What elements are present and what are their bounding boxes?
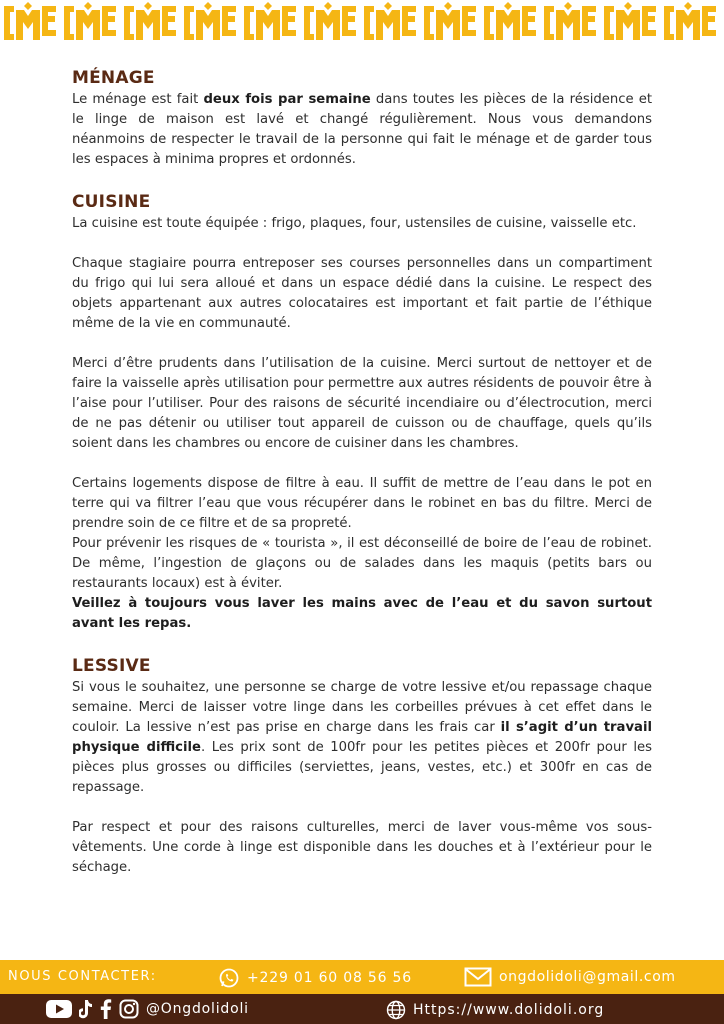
- youtube-icon[interactable]: [46, 1000, 72, 1018]
- text-emphasis: Veillez à toujours vous laver les mains avec de l’eau et du savon surtout avant les repas.: [72, 596, 652, 631]
- social-links: [46, 999, 249, 1019]
- website-url: Https://www.dolidoli.org: [413, 1002, 605, 1018]
- text-run: . Les prix sont de 100fr pour les petites pièces et 200fr pour les pièces plus grosses ou difficiles (serviettes, jeans, vestes, etc.) et 300fr en cas de repassage.: [72, 740, 652, 795]
- cuisine-paragraph-3: Merci d’être prudents dans l’utilisation de la cuisine. Merci surtout de nettoyer et de faire la vaisselle après utilisation pour permettre aux autres résidents de pouvoir être à l’aise pour l’utiliser. Pour des raisons de sécurité incendiaire ou d’électrocution, merci de ne pas détenir ou utiliser tout appareil de cuisson ou de chauffage, quels qu’ils soient dans les chambres ou encore de cuisiner dans les chambres.: [72, 356, 652, 451]
- text-emphasis: il s’agit d’un travail physique difficile: [72, 720, 652, 755]
- globe-icon: [386, 1000, 406, 1020]
- menage-paragraph: [72, 90, 652, 170]
- text-run: dans toutes les pièces de la résidence et le linge de maison est lavé et changé régulièrement. Nous vous demandons néanmoins de respecter le travail de la personne qui fait le ménage et de garder tous les espaces à minima propres et ordonnés.: [72, 92, 653, 167]
- cuisine-paragraph-5: Pour prévenir les risques de « tourista », il est déconseillé de boire de l’eau de robinet. De même, l’ingestion de glaçons ou de salades dans les maquis (petits bars ou restaurants locaux) est à éviter.: [72, 536, 652, 591]
- whatsapp-icon: [218, 967, 240, 989]
- cuisine-paragraph-1: La cuisine est toute équipée : frigo, plaques, four, ustensiles de cuisine, vaisselle etc.: [72, 216, 637, 231]
- tiktok-icon[interactable]: [79, 999, 93, 1019]
- mail-icon: [464, 967, 492, 987]
- text-emphasis: deux fois par semaine: [203, 92, 371, 107]
- social-handle: @Ongdolidoli: [146, 1001, 249, 1017]
- instagram-icon[interactable]: [119, 999, 139, 1019]
- cuisine-paragraph-4: Certains logements dispose de filtre à eau. Il suffit de mettre de l’eau dans le pot en terre qui va filtrer l’eau que vous récupérer dans le robinet en bas du filtre. Merci de prendre soin de ce filtre et de sa propreté.: [72, 476, 652, 531]
- lessive-paragraph-2: Par respect et pour des raisons culturelles, merci de laver vous-même vos sous-vêtements. Une corde à linge est disponible dans les douches et à l’extérieur pour le séchage.: [72, 820, 652, 875]
- email-address: ongdolidoli@gmail.com: [499, 969, 676, 985]
- cuisine-paragraph-2: Chaque stagiaire pourra entreposer ses courses personnelles dans un compartiment du frigo qui lui sera alloué et dans un espace dédié dans la cuisine. Le respect des objets appartenant aux autres colocataires est important et fait partie de l’éthique même de la vie en communauté.: [72, 256, 652, 331]
- lessive-paragraph-1: [72, 678, 652, 798]
- phone-contact[interactable]: [218, 967, 412, 989]
- document-body: [72, 66, 652, 878]
- phone-number: +229 01 60 08 56 56: [247, 970, 412, 986]
- decorative-pattern-band: [0, 0, 724, 44]
- text-run: Le ménage est fait: [72, 92, 204, 107]
- footer-contact-bar: [0, 960, 724, 994]
- cuisine-paragraph-6: [72, 594, 652, 634]
- contact-label: NOUS CONTACTER:: [8, 969, 157, 984]
- footer-social-bar: [0, 994, 724, 1024]
- section-title-lessive: LESSIVE: [72, 656, 151, 676]
- email-contact[interactable]: [464, 967, 676, 987]
- facebook-icon[interactable]: [100, 999, 112, 1019]
- pattern-graphic: [0, 0, 724, 44]
- text-run: a lessive n’est pas prise en charge dans les frais car: [132, 720, 501, 735]
- section-title-menage: MÉNAGE: [72, 68, 155, 88]
- website-link[interactable]: [386, 1000, 604, 1020]
- text-run: Si vous le souhaitez, une personne se charge de votre lessive et/ou repassage chaque semaine. Merci de laisser votre linge dans les corbeilles prévues à cet effet dans le couloir. L: [72, 680, 652, 735]
- section-title-cuisine: CUISINE: [72, 192, 151, 212]
